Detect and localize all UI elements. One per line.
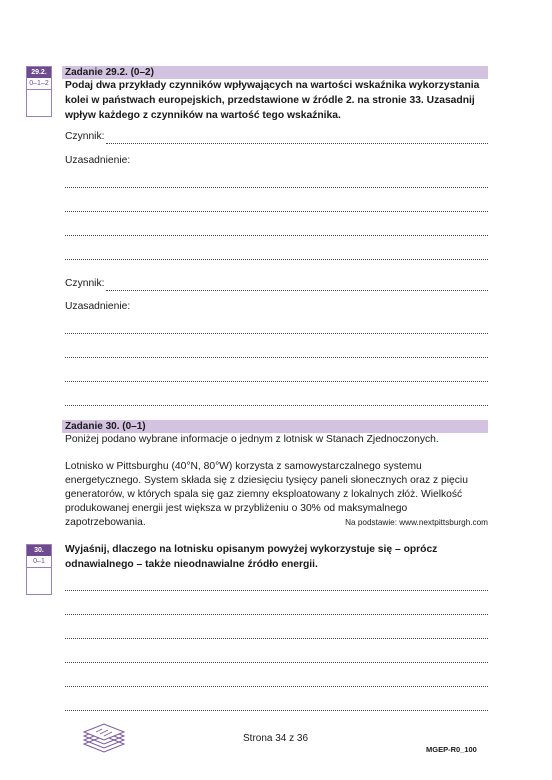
factor-field-1[interactable] bbox=[65, 130, 488, 144]
score-entry-field[interactable] bbox=[27, 90, 51, 116]
score-entry-field[interactable] bbox=[27, 568, 51, 594]
score-number: 30. bbox=[27, 545, 51, 556]
source-attribution: Na podstawie: www.nextpittsburgh.com bbox=[345, 518, 488, 527]
answer-line[interactable] bbox=[65, 357, 488, 358]
task-header-30: Zadanie 30. (0–1) bbox=[62, 420, 488, 433]
answer-line[interactable] bbox=[65, 333, 488, 334]
score-box-30 bbox=[26, 544, 52, 595]
answer-line[interactable] bbox=[65, 686, 488, 687]
answer-line[interactable] bbox=[65, 662, 488, 663]
score-range: 0–1 bbox=[27, 556, 51, 568]
exam-code: MGEP-R0_100 bbox=[426, 745, 477, 754]
factor-label: Czynnik: bbox=[65, 131, 105, 142]
score-number: 29.2. bbox=[27, 67, 51, 78]
answer-line[interactable] bbox=[65, 710, 488, 711]
answer-line[interactable] bbox=[65, 211, 488, 212]
answer-line[interactable] bbox=[65, 187, 488, 188]
factor-label: Czynnik: bbox=[65, 278, 105, 289]
task-instruction-29-2: Podaj dwa przykłady czynników wpływających na wartości wskaźnika wykorzystania kolei w państwach europejskich, przedstawione w źródle 2. na stronie 33. Uzasadnij wpływ każdego z czynników na wartość tego wskaźnika. bbox=[65, 80, 480, 121]
task-question-30: Wyjaśnij, dlaczego na lotnisku opisanym powyżej wykorzystuje się – oprócz odnawialnego – także nieodnawialne źródło energii. bbox=[65, 544, 438, 570]
factor-field-2[interactable] bbox=[65, 277, 488, 291]
score-box-29-2 bbox=[26, 66, 52, 117]
score-range: 0–1–2 bbox=[27, 78, 51, 90]
task-intro-30: Poniżej podano wybrane informacje o jednym z lotnisk w Stanach Zjednoczonych. bbox=[65, 434, 439, 445]
answer-line[interactable] bbox=[65, 405, 488, 406]
justification-label: Uzasadnienie: bbox=[65, 155, 131, 166]
page-number: Strona 34 z 36 bbox=[243, 733, 309, 744]
source-text: Lotnisko w Pittsburghu (40°N, 80°W) korzysta z samowystarczalnego systemu energetycznego. System składa się z dziesięciu tysięcy paneli słonecznych oraz z pięciu generatorów, w których spala się gaz ziemny eksploatowany z lokalnych złóż. Wielkość produkowanej energii jest większa w przybliżeniu o 30% od maksymalnego zapotrzebowania. bbox=[65, 461, 468, 528]
answer-line[interactable] bbox=[65, 381, 488, 382]
exam-logo-icon bbox=[80, 720, 128, 756]
answer-line[interactable] bbox=[65, 259, 488, 260]
answer-line[interactable] bbox=[65, 638, 488, 639]
task-header-29-2: Zadanie 29.2. (0–2) bbox=[62, 66, 488, 79]
answer-line[interactable] bbox=[65, 590, 488, 591]
justification-label: Uzasadnienie: bbox=[65, 301, 131, 312]
answer-line[interactable] bbox=[65, 235, 488, 236]
answer-line[interactable] bbox=[65, 614, 488, 615]
